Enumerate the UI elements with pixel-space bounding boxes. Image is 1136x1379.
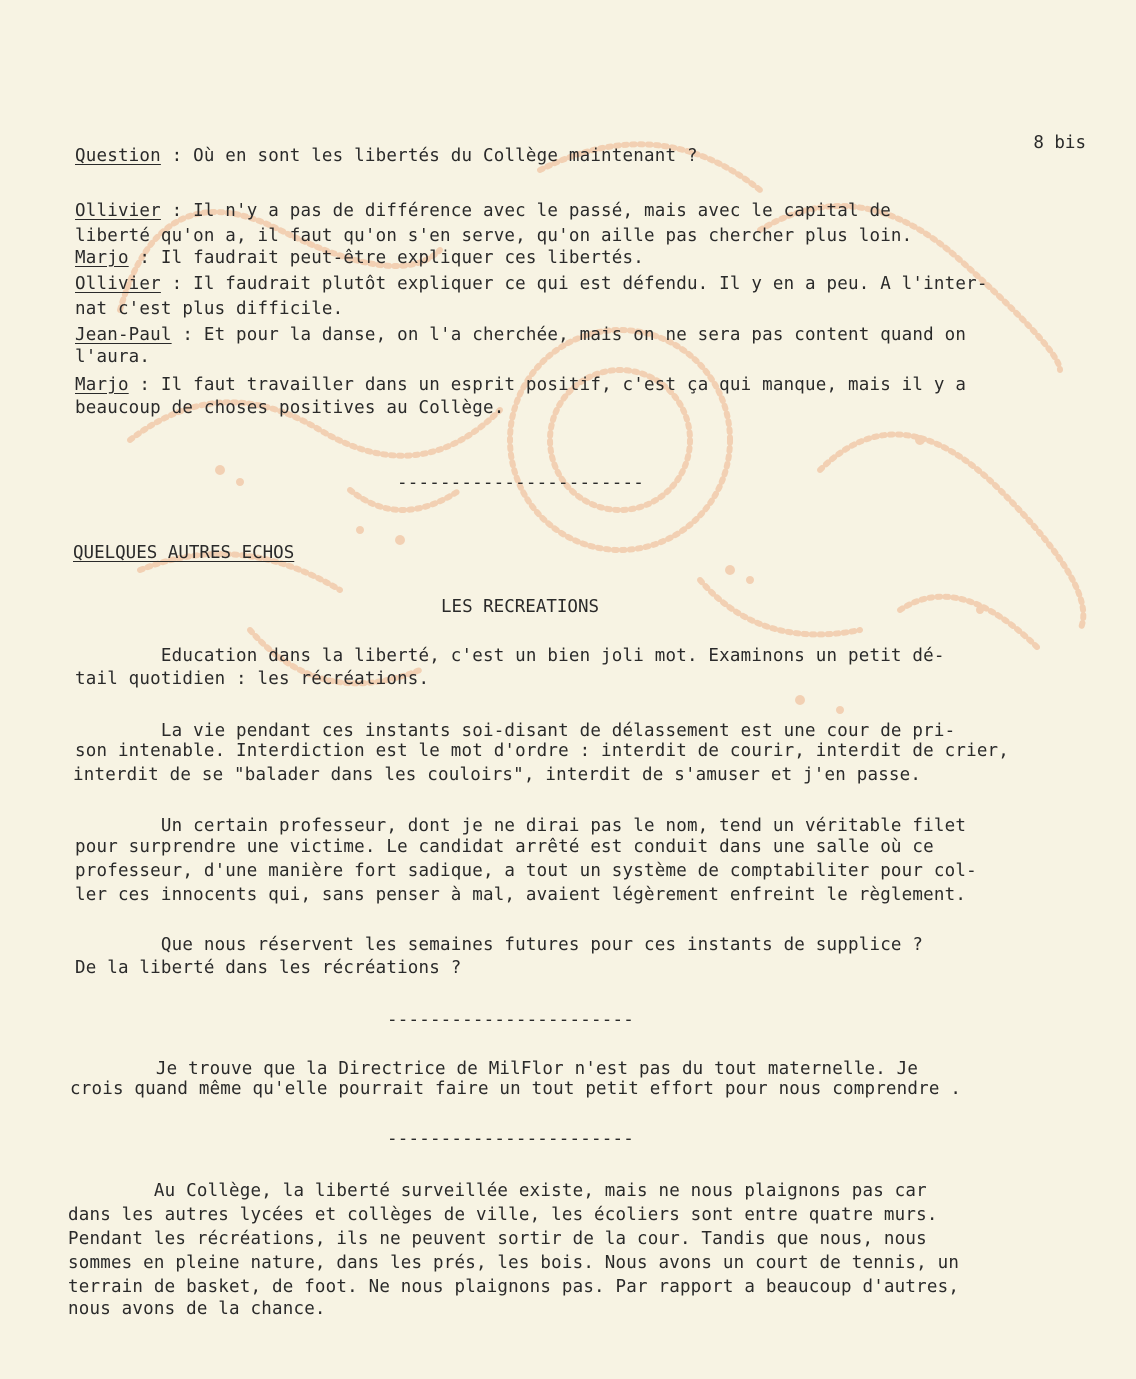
paragraph-line: pour surprendre une victime. Le candidat arrêté est conduit dans une salle où ce bbox=[75, 837, 934, 857]
section-heading: QUELQUES AUTRES ECHOS bbox=[73, 543, 295, 563]
interview-line bbox=[75, 374, 966, 396]
paragraph-line: tail quotidien : les récréations. bbox=[75, 669, 430, 689]
paragraph-line: Pendant les récréations, ils ne peuvent sortir de la cour. Tandis que nous, nous bbox=[68, 1229, 927, 1249]
paragraph-line: dans les autres lycées et collèges de ville, les écoliers sont entre quatre murs. bbox=[68, 1205, 938, 1225]
paragraph-line: Education dans la liberté, c'est un bien joli mot. Examinons un petit dé- bbox=[75, 646, 945, 666]
paragraph-line: terrain de basket, de foot. Ne nous plaignons pas. Par rapport a beaucoup d'autres, bbox=[68, 1277, 960, 1297]
interview-line bbox=[75, 200, 891, 222]
speaker-name: Ollivier bbox=[75, 201, 161, 221]
paragraph-line: De la liberté dans les récréations ? bbox=[75, 958, 462, 978]
subheading: LES RECREATIONS bbox=[441, 597, 600, 617]
paragraph-line: Je trouve que la Directrice de MilFlor n'est pas du tout maternelle. Je bbox=[70, 1059, 919, 1079]
paragraph-line: Un certain professeur, dont je ne dirai pas le nom, tend un véritable filet bbox=[75, 816, 967, 836]
speaker-name: Ollivier bbox=[75, 274, 161, 294]
paragraph-line: professeur, d'une manière fort sadique, a tout un système de comptabiliter pour col- bbox=[75, 861, 977, 881]
speech-text: : Il faudrait plutôt expliquer ce qui est défendu. Il y en a peu. A l'inter- bbox=[160, 274, 988, 294]
paragraph-line: ler ces innocents qui, sans penser à mal, avaient légèrement enfreint le règlement. bbox=[75, 885, 967, 905]
question-label: Question bbox=[75, 146, 161, 166]
page-number: 8 bis bbox=[1033, 133, 1086, 153]
speaker-name: Marjo bbox=[75, 375, 129, 395]
paragraph-line: La vie pendant ces instants soi-disant de délassement est une cour de pri- bbox=[75, 721, 956, 741]
interview-line bbox=[75, 324, 966, 346]
speech-text: : Et pour la danse, on l'a cherchée, mais on ne sera pas content quand on bbox=[171, 325, 967, 345]
interview-line: beaucoup de choses positives au Collège. bbox=[75, 398, 505, 418]
interview-line: l'aura. bbox=[75, 347, 151, 367]
question-text: : Où en sont les libertés du Collège maintenant ? bbox=[160, 146, 698, 166]
separator-line: ----------------------- bbox=[387, 1129, 634, 1149]
paragraph-line: sommes en pleine nature, dans les prés, les bois. Nous avons un court de tennis, un bbox=[68, 1253, 960, 1273]
speaker-name: Marjo bbox=[75, 248, 129, 268]
paragraph-line: son intenable. Interdiction est le mot d'ordre : interdit de courir, interdit de crier, bbox=[75, 741, 1010, 761]
interview-line: liberté qu'on a, il faut qu'on s'en serve, qu'on aille pas chercher plus loin. bbox=[75, 226, 913, 246]
speech-text: : Il n'y a pas de différence avec le passé, mais avec le capital de bbox=[160, 201, 891, 221]
paragraph-line: nous avons de la chance. bbox=[68, 1299, 326, 1319]
speech-text: : Il faudrait peut-être expliquer ces libertés. bbox=[128, 248, 645, 268]
interview-line: nat c'est plus difficile. bbox=[75, 299, 344, 319]
paragraph-line: crois quand même qu'elle pourrait faire un tout petit effort pour nous comprendre . bbox=[70, 1079, 962, 1099]
interview-line bbox=[75, 273, 988, 295]
paragraph-line: interdit de se "balader dans les couloirs", interdit de s'amuser et j'en passe. bbox=[73, 765, 922, 785]
separator-line: ----------------------- bbox=[397, 473, 644, 493]
paragraph-line: Que nous réservent les semaines futures pour ces instants de supplice ? bbox=[75, 935, 924, 955]
separator-line: ----------------------- bbox=[387, 1010, 634, 1030]
question-line bbox=[75, 145, 698, 167]
speaker-name: Jean-Paul bbox=[75, 325, 172, 345]
interview-line bbox=[75, 247, 644, 269]
speech-text: : Il faut travailler dans un esprit positif, c'est ça qui manque, mais il y a bbox=[128, 375, 967, 395]
paragraph-line: Au Collège, la liberté surveillée existe, mais ne nous plaignons pas car bbox=[68, 1181, 927, 1201]
